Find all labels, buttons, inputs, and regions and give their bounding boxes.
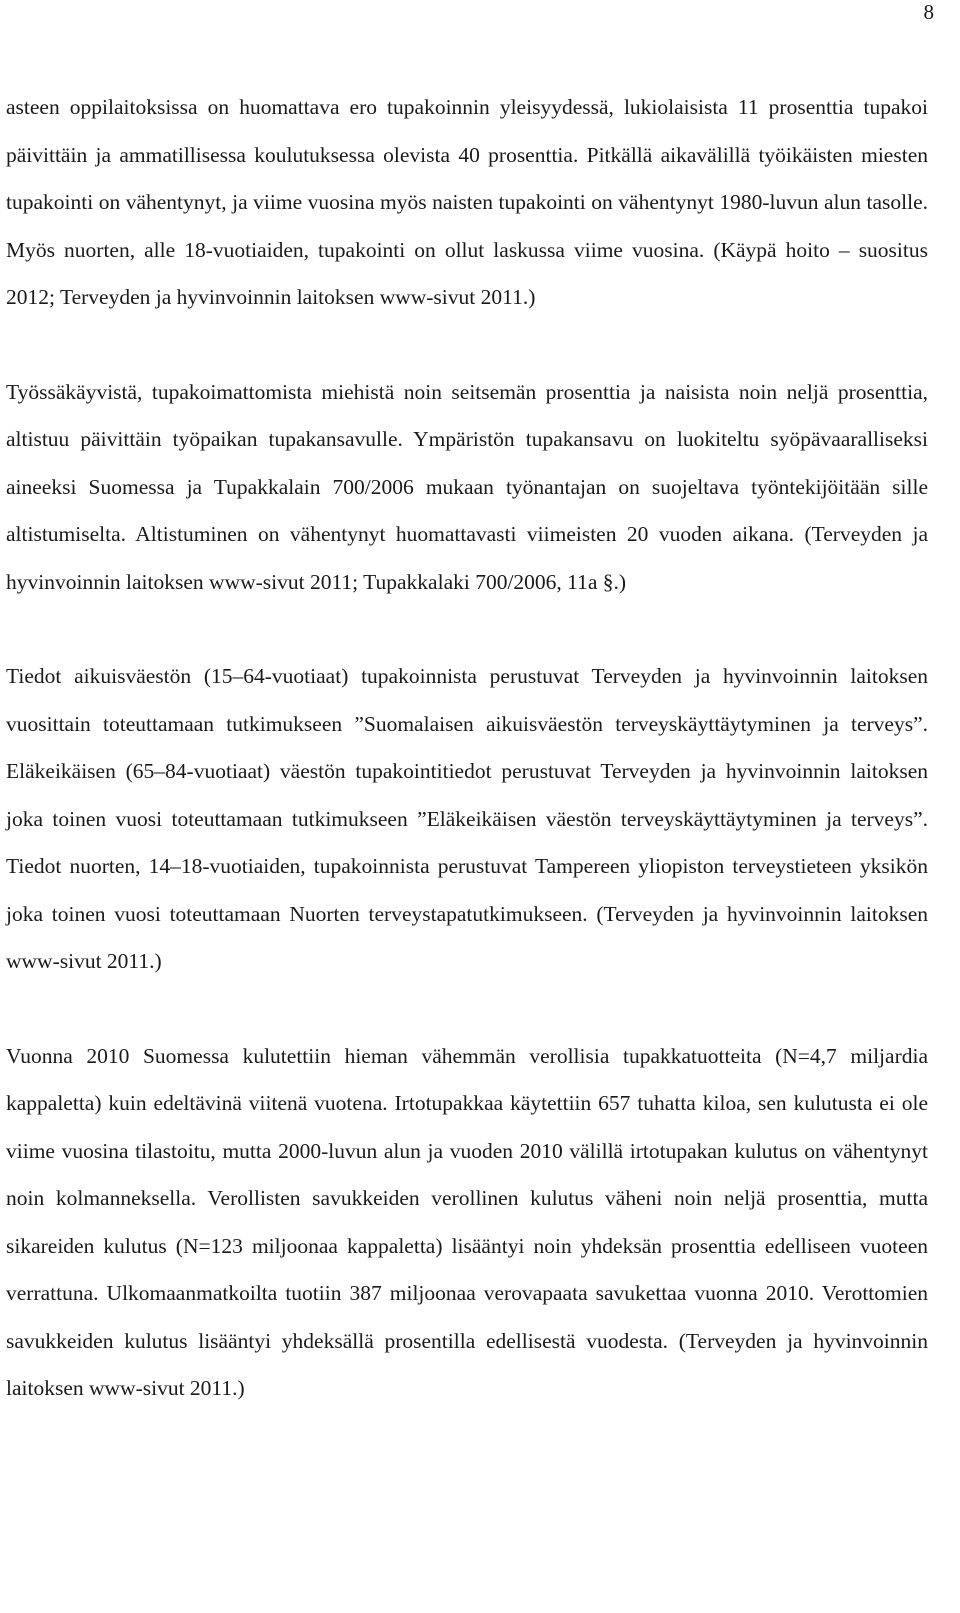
page-number: 8 bbox=[923, 0, 934, 24]
paragraph-data-sources: Tiedot aikuisväestön (15–64-vuotiaat) tupakoinnista perustuvat Terveyden ja hyvinvoinnin laitoksen vuosittain toteuttamaan tutkimukseen ”Suomalaisen aikuisväestön terveyskäyttäytyminen ja terveys”. Eläkeikäisen (65–84-vuotiaat) väestön tupakointitiedot perustuvat Terveyden ja hyvinvoinnin laitoksen joka toinen vuosi toteuttamaan tutkimukseen ”Eläkeikäisen väestön terveyskäyttäytyminen ja terveys”. Tiedot nuorten, 14–18-vuotiaiden, tupakoinnista perustuvat Tampereen yliopiston terveystieteen yksikön joka toinen vuosi toteuttamaan Nuorten terveystapatutkimukseen. (Terveyden ja hyvinvoinnin laitoksen www-sivut 2011.) bbox=[6, 664, 928, 973]
paragraph-smoking-prevalence: asteen oppilaitoksissa on huomattava ero tupakoinnin yleisyydessä, lukiolaisista 11 prosenttia tupakoi päivittäin ja ammatillisessa koulutuksessa olevista 40 prosenttia. Pitkällä aikavälillä työikäisten miesten tupakointi on vähentynyt, ja viime vuosina myös naisten tupakointi on vähentynyt 1980-luvun alun tasolle. Myös nuorten, alle 18-vuotiaiden, tupakointi on ollut laskussa viime vuosina. (Käypä hoito – suositus 2012; Terveyden ja hyvinvoinnin laitoksen www-sivut 2011.) bbox=[6, 95, 928, 309]
body-text bbox=[6, 84, 928, 1413]
paragraph-tobacco-consumption: Vuonna 2010 Suomessa kulutettiin hieman vähemmän verollisia tupakkatuotteita (N=4,7 miljardia kappaletta) kuin edeltävinä viitenä vuotena. Irtotupakkaa käytettiin 657 tuhatta kiloa, sen kulutusta ei ole viime vuosina tilastoitu, mutta 2000-luvun alun ja vuoden 2010 välillä irtotupakan kulutus on vähentynyt noin kolmanneksella. Verollisten savukkeiden verollinen kulutus väheni noin neljä prosenttia, mutta sikareiden kulutus (N=123 miljoonaa kappaletta) lisääntyi noin yhdeksän prosenttia edelliseen vuoteen verrattuna. Ulkomaanmatkoilta tuotiin 387 miljoonaa verovapaata savukettaa vuonna 2010. Verottomien savukkeiden kulutus lisääntyi yhdeksällä prosentilla edellisestä vuodesta. (Terveyden ja hyvinvoinnin laitoksen www-sivut 2011.) bbox=[6, 1043, 928, 1400]
paragraph-workplace-smoke: Työssäkäyvistä, tupakoimattomista miehistä noin seitsemän prosenttia ja naisista noin neljä prosenttia, altistuu päivittäin työpaikan tupakansavulle. Ympäristön tupakansavu on luokiteltu syöpävaaralliseksi aineeksi Suomessa ja Tupakkalain 700/2006 mukaan työnantajan on suojeltava työntekijöitään sille altistumiselta. Altistuminen on vähentynyt huomattavasti viimeisten 20 vuoden aikana. (Terveyden ja hyvinvoinnin laitoksen www-sivut 2011; Tupakkalaki 700/2006, 11a §.) bbox=[6, 379, 928, 594]
